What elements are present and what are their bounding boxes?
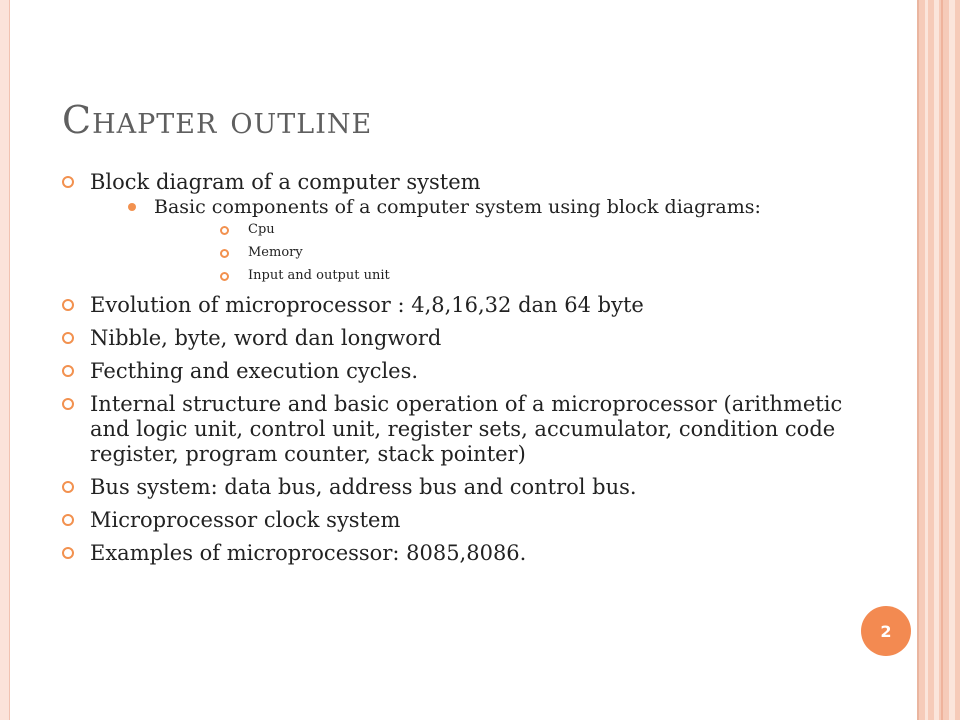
stripe (934, 0, 939, 720)
slide-title: Chapter outline (62, 98, 373, 142)
ring-bullet-icon (62, 332, 74, 344)
outline-sublist (90, 197, 852, 284)
outline-item (62, 293, 852, 318)
outline-item (62, 541, 852, 566)
ring-bullet-icon (62, 176, 74, 188)
outline-item-text: Bus system: data bus, address bus and control bus. (90, 475, 637, 499)
ring-bullet-icon (62, 514, 74, 526)
ring-bullet-icon (220, 249, 229, 258)
outline-item-text: Examples of microprocessor: 8085,8086. (90, 541, 527, 565)
ring-bullet-icon (62, 365, 74, 377)
decorative-stripes (919, 0, 960, 720)
outline-subsubitem (218, 268, 852, 284)
outline-item-text: Microprocessor clock system (90, 508, 401, 532)
outline-subsubitem-text: Memory (248, 245, 303, 260)
outline-subsubitem (218, 222, 852, 238)
ring-bullet-icon (62, 547, 74, 559)
outline-item (62, 475, 852, 500)
ring-bullet-icon (62, 299, 74, 311)
outline-item (62, 392, 852, 467)
outline-item-text: Fecthing and execution cycles. (90, 359, 419, 383)
outline-item-text: Evolution of microprocessor : 4,8,16,32 dan 64 byte (90, 293, 644, 317)
stripe (941, 0, 943, 720)
outline-item-text: Block diagram of a computer system (90, 170, 481, 194)
outline-subsubitem-text: Input and output unit (248, 268, 390, 283)
outline-item (62, 170, 852, 284)
outline-item (62, 326, 852, 351)
ring-bullet-icon (220, 226, 229, 235)
outline-item (62, 508, 852, 533)
stripe (949, 0, 955, 720)
outline-subsubitem (218, 245, 852, 261)
outline-list (62, 170, 852, 574)
outline-subsublist (154, 222, 852, 284)
ring-bullet-icon (220, 272, 229, 281)
outline-item-text: Nibble, byte, word dan longword (90, 326, 442, 350)
ring-bullet-icon (62, 398, 74, 410)
outline-subitem-text: Basic components of a computer system using block diagrams: (154, 196, 761, 218)
page-number-badge: 2 (861, 606, 911, 656)
ring-bullet-icon (62, 481, 74, 493)
outline-item (62, 359, 852, 384)
dot-bullet-icon (128, 203, 136, 211)
outline-subitem (118, 197, 852, 284)
left-border-strip (0, 0, 10, 720)
outline-subsubitem-text: Cpu (248, 222, 275, 237)
outline-item-text: Internal structure and basic operation of a microprocessor (arithmetic and logic unit, control unit, register sets, accumulator, condition code register, program counter, stack pointer) (90, 392, 843, 466)
stripe (925, 0, 928, 720)
